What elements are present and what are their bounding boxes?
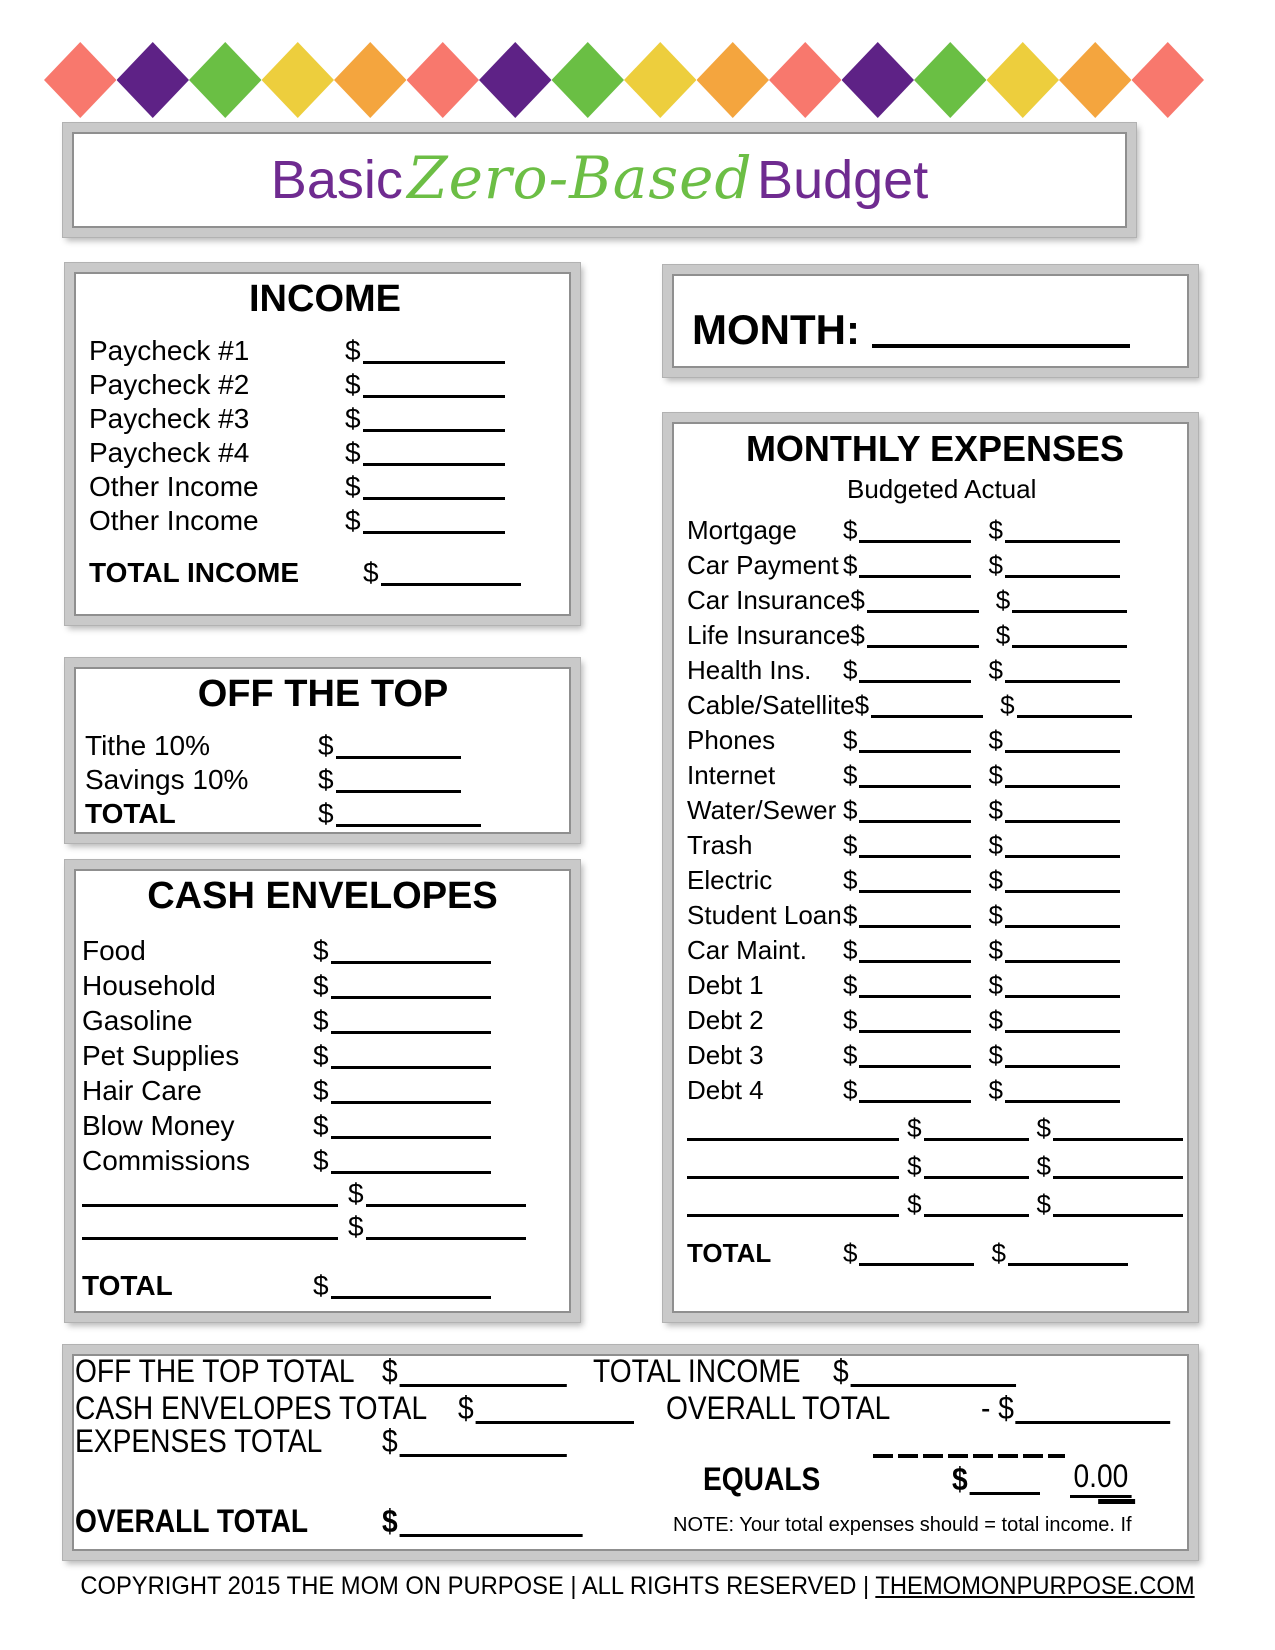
dollar-sign: $ bbox=[988, 970, 1003, 1000]
expenses-column-header: Budgeted Actual bbox=[847, 474, 1037, 504]
cash-row bbox=[82, 1002, 563, 1037]
dollar-sign: $ bbox=[952, 1461, 968, 1497]
row-label: Household bbox=[82, 970, 216, 1001]
monthly-expenses-section bbox=[663, 413, 1198, 1322]
expense-row bbox=[687, 581, 1183, 616]
expense-row bbox=[687, 756, 1183, 791]
amount-blank bbox=[331, 1072, 491, 1104]
dollar-sign: $ bbox=[843, 725, 858, 755]
amount-blank bbox=[1016, 1393, 1171, 1424]
dollar-sign: $ bbox=[313, 1145, 329, 1176]
amount-blank bbox=[850, 1356, 1015, 1387]
summary-equals-label: EQUALS bbox=[703, 1461, 821, 1497]
budgeted-blank bbox=[859, 1037, 971, 1068]
dollar-sign: $ bbox=[907, 1113, 922, 1143]
diamond-icon bbox=[1059, 42, 1132, 118]
budgeted-blank bbox=[859, 512, 971, 543]
budgeted-blank bbox=[924, 1110, 1029, 1141]
amount-blank bbox=[475, 1393, 633, 1424]
row-label: Cable/Satellite bbox=[687, 690, 855, 720]
row-label: Gasoline bbox=[82, 1005, 193, 1036]
dollar-sign: $ bbox=[318, 798, 334, 829]
actual-blank bbox=[1005, 897, 1120, 928]
cash-envelopes-title: CASH ENVELOPES bbox=[147, 875, 498, 917]
actual-blank bbox=[1008, 1235, 1128, 1266]
row-label: Car Maint. bbox=[687, 935, 807, 965]
diamond-icon bbox=[697, 42, 770, 118]
dollar-sign: $ bbox=[988, 865, 1003, 895]
summary-off-the-top-label: OFF THE TOP TOTAL bbox=[75, 1353, 355, 1389]
actual-blank bbox=[1005, 1072, 1120, 1103]
expense-row bbox=[687, 896, 1183, 931]
budgeted-blank bbox=[859, 1072, 971, 1103]
actual-blank bbox=[1005, 862, 1120, 893]
total-label: TOTAL bbox=[687, 1238, 772, 1268]
title-budget: Budget bbox=[757, 150, 929, 210]
diamond-icon bbox=[842, 42, 915, 118]
budgeted-blank bbox=[859, 652, 971, 683]
cash-row bbox=[82, 932, 563, 967]
row-label: Paycheck #1 bbox=[89, 335, 250, 366]
row-label: Pet Supplies bbox=[82, 1040, 240, 1071]
dollar-sign: $ bbox=[345, 369, 361, 400]
diamond-icon bbox=[552, 42, 625, 118]
amount-blank bbox=[331, 967, 491, 999]
expense-blank-row bbox=[687, 1106, 1183, 1144]
actual-blank bbox=[1017, 687, 1132, 718]
dollar-sign: $ bbox=[833, 1353, 849, 1389]
amount-blank bbox=[363, 435, 505, 466]
cash-envelopes-section bbox=[65, 860, 580, 1322]
summary-total-income-blank bbox=[833, 1354, 1016, 1390]
amount-blank bbox=[331, 932, 491, 964]
income-section bbox=[65, 263, 580, 625]
minus-dollar-sign: - $ bbox=[981, 1390, 1014, 1426]
amount-blank bbox=[399, 1356, 566, 1387]
income-total-row bbox=[89, 555, 561, 589]
cash-row bbox=[82, 1037, 563, 1072]
amount-blank bbox=[336, 762, 461, 793]
summary-cash-envelopes-label: CASH ENVELOPES TOTAL bbox=[75, 1390, 428, 1426]
amount-blank bbox=[363, 333, 505, 364]
expense-row bbox=[687, 791, 1183, 826]
total-label: TOTAL bbox=[85, 798, 176, 829]
amount-blank bbox=[381, 555, 521, 586]
dollar-sign: $ bbox=[843, 830, 858, 860]
label-blank bbox=[687, 1138, 899, 1141]
expense-row bbox=[687, 686, 1183, 721]
amount-blank bbox=[331, 1107, 491, 1139]
summary-overall-total-bottom-blank bbox=[382, 1504, 582, 1540]
dollar-sign: $ bbox=[843, 865, 858, 895]
row-label: Trash bbox=[687, 830, 753, 860]
dollar-sign: $ bbox=[843, 1040, 858, 1070]
amount-blank bbox=[331, 1142, 491, 1174]
dollar-sign: $ bbox=[382, 1423, 398, 1459]
dollar-sign: $ bbox=[995, 585, 1011, 615]
dollar-sign: $ bbox=[843, 1075, 858, 1105]
cash-blank-row bbox=[82, 1177, 563, 1210]
dollar-sign: $ bbox=[348, 1178, 364, 1209]
budgeted-blank bbox=[867, 617, 979, 648]
dollar-sign: $ bbox=[843, 515, 858, 545]
dollar-sign: $ bbox=[313, 1110, 329, 1141]
diamond-icon bbox=[44, 42, 117, 118]
amount-blank bbox=[331, 1267, 491, 1299]
amount-blank bbox=[363, 503, 505, 534]
dollar-sign: $ bbox=[988, 900, 1003, 930]
dollar-sign: $ bbox=[345, 403, 361, 434]
dollar-sign: $ bbox=[988, 515, 1003, 545]
budgeted-blank bbox=[859, 932, 971, 963]
total-label: TOTAL INCOME bbox=[89, 557, 299, 588]
dollar-sign: $ bbox=[345, 505, 361, 536]
dollar-sign: $ bbox=[313, 1005, 329, 1036]
expense-row bbox=[687, 861, 1183, 896]
dollar-sign: $ bbox=[843, 550, 858, 580]
dollar-sign: $ bbox=[1000, 690, 1015, 720]
subtraction-line bbox=[873, 1454, 1065, 1458]
dollar-sign: $ bbox=[988, 760, 1003, 790]
savings-row bbox=[85, 762, 561, 796]
actual-blank bbox=[1005, 967, 1120, 998]
dollar-sign: $ bbox=[313, 935, 329, 966]
row-label: Phones bbox=[687, 725, 776, 755]
amount-blank bbox=[399, 1506, 582, 1537]
actual-blank bbox=[1005, 1002, 1120, 1033]
dollar-sign: $ bbox=[382, 1353, 398, 1389]
budgeted-blank bbox=[867, 582, 979, 613]
dollar-sign: $ bbox=[313, 1040, 329, 1071]
cash-total-row bbox=[82, 1267, 563, 1302]
expense-row bbox=[687, 966, 1183, 1001]
actual-blank bbox=[1012, 582, 1127, 613]
month-section bbox=[663, 265, 1198, 377]
row-label: Paycheck #2 bbox=[89, 369, 250, 400]
row-label: Hair Care bbox=[82, 1075, 202, 1106]
summary-overall-total-label: OVERALL TOTAL bbox=[666, 1390, 891, 1426]
dollar-sign: $ bbox=[988, 830, 1003, 860]
dollar-sign: $ bbox=[458, 1390, 474, 1426]
actual-blank bbox=[1005, 827, 1120, 858]
diamond-icon bbox=[769, 42, 842, 118]
dollar-sign: $ bbox=[313, 1270, 329, 1301]
expense-row bbox=[687, 546, 1183, 581]
expense-blank-row bbox=[687, 1144, 1183, 1182]
summary-section bbox=[63, 1345, 1198, 1560]
diamond-icon bbox=[334, 42, 407, 118]
actual-blank bbox=[1053, 1148, 1183, 1179]
dollar-sign: $ bbox=[988, 725, 1003, 755]
actual-blank bbox=[1012, 617, 1127, 648]
actual-blank bbox=[1005, 932, 1120, 963]
amount-blank bbox=[363, 401, 505, 432]
dollar-sign: $ bbox=[1036, 1151, 1051, 1181]
dollar-sign: $ bbox=[854, 690, 870, 720]
actual-blank bbox=[1005, 547, 1120, 578]
actual-blank bbox=[1005, 757, 1120, 788]
diamond-icon bbox=[914, 42, 987, 118]
row-label: Electric bbox=[687, 865, 773, 895]
actual-blank bbox=[1005, 652, 1120, 683]
row-label: Blow Money bbox=[82, 1110, 235, 1141]
budgeted-blank bbox=[924, 1148, 1029, 1179]
budgeted-blank bbox=[871, 687, 983, 718]
budgeted-blank bbox=[859, 897, 971, 928]
budgeted-blank bbox=[859, 1002, 971, 1033]
off-the-top-total-row bbox=[85, 796, 561, 830]
diamond-icon bbox=[189, 42, 262, 118]
expense-row bbox=[687, 1071, 1183, 1106]
row-label: Debt 4 bbox=[687, 1075, 764, 1105]
row-label: Water/Sewer bbox=[687, 795, 837, 825]
income-row-other2 bbox=[89, 503, 561, 537]
off-the-top-section bbox=[65, 658, 580, 843]
expense-blank-row bbox=[687, 1182, 1183, 1220]
month-label: MONTH: bbox=[692, 306, 860, 353]
budgeted-blank bbox=[859, 1235, 974, 1266]
amount-blank bbox=[366, 1210, 526, 1240]
budgeted-blank bbox=[859, 757, 971, 788]
summary-total-income-label: TOTAL INCOME bbox=[593, 1353, 801, 1389]
dollar-sign: $ bbox=[988, 655, 1003, 685]
dollar-sign: $ bbox=[1036, 1189, 1051, 1219]
expense-row bbox=[687, 511, 1183, 546]
budgeted-blank bbox=[859, 722, 971, 753]
label-blank bbox=[82, 1237, 338, 1240]
diamond-banner bbox=[44, 42, 1209, 120]
row-label: Savings 10% bbox=[85, 764, 249, 795]
row-label: Debt 2 bbox=[687, 1005, 764, 1035]
diamond-icon bbox=[624, 42, 697, 118]
cash-row bbox=[82, 967, 563, 1002]
amount-blank bbox=[399, 1426, 566, 1457]
dollar-sign: $ bbox=[313, 970, 329, 1001]
dollar-sign: $ bbox=[363, 557, 379, 588]
summary-overall-total-bottom-label: OVERALL TOTAL bbox=[75, 1503, 309, 1539]
row-label: Food bbox=[82, 935, 146, 966]
copyright-text: COPYRIGHT 2015 THE MOM ON PURPOSE | ALL RIGHTS RESERVED | bbox=[80, 1572, 876, 1600]
diamond-icon bbox=[987, 42, 1060, 118]
diamond-icon bbox=[117, 42, 190, 118]
amount-blank bbox=[363, 469, 505, 500]
dollar-sign: $ bbox=[348, 1211, 364, 1242]
dollar-sign: $ bbox=[318, 764, 334, 795]
income-row-paycheck2 bbox=[89, 367, 561, 401]
expense-row bbox=[687, 616, 1183, 651]
summary-equals-blank bbox=[952, 1462, 1040, 1498]
dollar-sign: $ bbox=[907, 1151, 922, 1181]
summary-cash-envelopes-blank bbox=[458, 1391, 634, 1427]
dollar-sign: $ bbox=[988, 1075, 1003, 1105]
row-label: Car Payment bbox=[687, 550, 839, 580]
budgeted-blank bbox=[924, 1186, 1029, 1217]
budgeted-blank bbox=[859, 547, 971, 578]
cash-row bbox=[82, 1142, 563, 1177]
summary-zero-value bbox=[1070, 1458, 1132, 1498]
row-label: Other Income bbox=[89, 471, 259, 502]
expense-row bbox=[687, 931, 1183, 966]
dollar-sign: $ bbox=[843, 795, 858, 825]
dollar-sign: $ bbox=[843, 1005, 858, 1035]
label-blank bbox=[687, 1214, 899, 1217]
dollar-sign: $ bbox=[345, 471, 361, 502]
amount-blank bbox=[969, 1464, 1039, 1495]
dollar-sign: $ bbox=[345, 335, 361, 366]
row-label: Life Insurance bbox=[687, 620, 851, 650]
income-row-paycheck1 bbox=[89, 333, 561, 367]
income-row-paycheck4 bbox=[89, 435, 561, 469]
dollar-sign: $ bbox=[1036, 1113, 1051, 1143]
budgeted-blank bbox=[859, 827, 971, 858]
budgeted-blank bbox=[859, 792, 971, 823]
dollar-sign: $ bbox=[991, 1238, 1006, 1268]
title-zero-based: Zero-Based bbox=[407, 144, 753, 212]
month-row bbox=[692, 282, 1179, 354]
row-label: Debt 1 bbox=[687, 970, 764, 1000]
tithe-row bbox=[85, 728, 561, 762]
amount-blank bbox=[336, 728, 461, 759]
dollar-sign: $ bbox=[382, 1503, 398, 1539]
summary-note: NOTE: Your total expenses should = total income. If bbox=[673, 1514, 1132, 1536]
expenses-title: MONTHLY EXPENSES bbox=[745, 428, 1125, 469]
budgeted-blank bbox=[859, 862, 971, 893]
diamond-icon bbox=[479, 42, 552, 118]
row-label: Tithe 10% bbox=[85, 730, 211, 761]
row-label: Car Insurance bbox=[687, 585, 851, 615]
dollar-sign: $ bbox=[988, 550, 1003, 580]
diamond-icon bbox=[1132, 42, 1205, 118]
dollar-sign: $ bbox=[850, 585, 865, 615]
summary-expenses-total-blank bbox=[382, 1424, 567, 1460]
row-label: Commissions bbox=[82, 1145, 251, 1176]
diamond-icon bbox=[262, 42, 335, 118]
actual-blank bbox=[1005, 722, 1120, 753]
summary-minus-blank bbox=[981, 1391, 1171, 1427]
summary-off-the-top-blank bbox=[382, 1354, 567, 1390]
row-label: Mortgage bbox=[687, 515, 797, 545]
dollar-sign: $ bbox=[843, 1238, 858, 1268]
dollar-sign: $ bbox=[907, 1189, 922, 1219]
dollar-sign: $ bbox=[843, 970, 858, 1000]
amount-blank bbox=[331, 1002, 491, 1034]
income-row-paycheck3 bbox=[89, 401, 561, 435]
title-box bbox=[63, 123, 1136, 237]
actual-blank bbox=[1005, 512, 1120, 543]
expenses-total-row bbox=[687, 1234, 1183, 1269]
dollar-sign: $ bbox=[318, 730, 334, 761]
month-blank bbox=[872, 304, 1130, 348]
dollar-sign: $ bbox=[843, 900, 858, 930]
cash-row bbox=[82, 1072, 563, 1107]
budgeted-blank bbox=[859, 967, 971, 998]
expense-row bbox=[687, 826, 1183, 861]
amount-blank bbox=[363, 367, 505, 398]
cash-row bbox=[82, 1107, 563, 1142]
zero-amount: 0.00 bbox=[1070, 1458, 1132, 1498]
dollar-sign: $ bbox=[995, 620, 1011, 650]
footer bbox=[0, 1572, 1275, 1601]
actual-blank bbox=[1053, 1186, 1183, 1217]
dollar-sign: $ bbox=[843, 935, 858, 965]
dollar-sign: $ bbox=[850, 620, 865, 650]
row-label: Student Loan bbox=[687, 900, 842, 930]
row-label: Paycheck #3 bbox=[89, 403, 250, 434]
row-label: Other Income bbox=[89, 505, 259, 536]
expense-row bbox=[687, 1036, 1183, 1071]
dollar-sign: $ bbox=[988, 1005, 1003, 1035]
summary-expenses-total-label: EXPENSES TOTAL bbox=[75, 1423, 323, 1459]
income-row-other1 bbox=[89, 469, 561, 503]
dollar-sign: $ bbox=[843, 760, 858, 790]
amount-blank bbox=[366, 1177, 526, 1207]
dollar-sign: $ bbox=[988, 795, 1003, 825]
actual-blank bbox=[1053, 1110, 1183, 1141]
dollar-sign: $ bbox=[988, 1040, 1003, 1070]
label-blank bbox=[687, 1176, 899, 1179]
title-basic: Basic bbox=[270, 150, 403, 210]
website-link[interactable]: THEMOMONPURPOSE.COM bbox=[875, 1572, 1195, 1600]
dollar-sign: $ bbox=[843, 655, 858, 685]
page-title bbox=[72, 132, 1127, 240]
dollar-sign: $ bbox=[988, 935, 1003, 965]
zero-thick-underline bbox=[1098, 1499, 1135, 1504]
expense-row bbox=[687, 651, 1183, 686]
row-label: Health Ins. bbox=[687, 655, 812, 685]
total-label: TOTAL bbox=[82, 1270, 173, 1301]
dollar-sign: $ bbox=[345, 437, 361, 468]
diamond-icon bbox=[407, 42, 480, 118]
cash-blank-row bbox=[82, 1210, 563, 1243]
actual-blank bbox=[1005, 792, 1120, 823]
amount-blank bbox=[331, 1037, 491, 1069]
row-label: Internet bbox=[687, 760, 776, 790]
expense-row bbox=[687, 721, 1183, 756]
income-title: INCOME bbox=[249, 278, 401, 320]
actual-blank bbox=[1005, 1037, 1120, 1068]
row-label: Paycheck #4 bbox=[89, 437, 250, 468]
label-blank bbox=[82, 1204, 338, 1207]
off-the-top-title: OFF THE TOP bbox=[197, 673, 449, 715]
row-label: Debt 3 bbox=[687, 1040, 764, 1070]
dollar-sign: $ bbox=[313, 1075, 329, 1106]
amount-blank bbox=[336, 796, 481, 827]
expense-row bbox=[687, 1001, 1183, 1036]
